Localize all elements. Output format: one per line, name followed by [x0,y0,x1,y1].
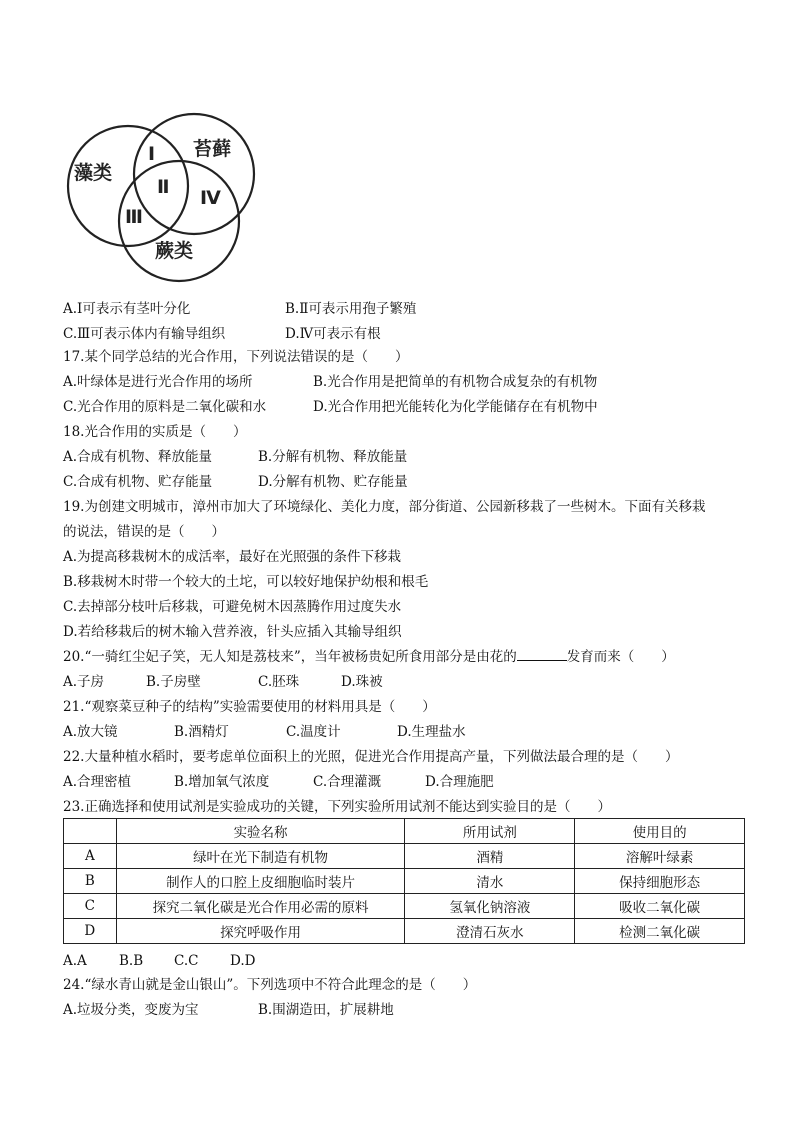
q21-stem: 21.“观察菜豆种子的结构”实验需要使用的材料用具是（ ） [63,699,436,715]
q19-option-c: C.去掉部分枝叶后移栽，可避免树木因蒸腾作用过度失水 [63,599,402,615]
region-4-label: Ⅳ [200,187,221,209]
table-header-row [64,819,745,844]
q16-option-a: A.Ⅰ可表示有茎叶分化 [63,301,191,317]
table-row [64,894,745,919]
table-row [64,919,745,944]
moss-label: 苔藓 [193,138,232,160]
table-cell: A [64,844,117,869]
algae-label: 藻类 [74,162,113,184]
q18-option-d: D.分解有机物、贮存能量 [258,474,408,490]
table-header-cell: 实验名称 [116,819,405,844]
q21-option-d: D.生理盐水 [397,724,466,740]
q20-stem [63,648,675,666]
table-cell: 制作人的口腔上皮细胞临时装片 [116,869,405,894]
q23-option-b: B.B [119,953,144,969]
q18-option-c: C.合成有机物、贮存能量 [63,474,213,490]
q17-option-d: D.光合作用把光能转化为化学能储存在有机物中 [313,399,598,415]
q22-option-a: A.合理密植 [63,774,132,790]
q21-option-a: A.放大镜 [63,724,118,740]
q23-option-d: D.D [230,953,256,969]
table-header-cell: 所用试剂 [405,819,575,844]
q20-option-d: D.珠被 [341,674,383,690]
q21-option-b: B.酒精灯 [174,724,229,740]
q23-option-c: C.C [174,953,199,969]
table-header-cell [64,819,117,844]
q18-stem: 18.光合作用的实质是（ ） [63,424,247,440]
table-cell: 探究二氧化碳是光合作用必需的原料 [116,894,405,919]
table-cell: 探究呼吸作用 [116,919,405,944]
table-cell: 澄清石灰水 [405,919,575,944]
table-cell: B [64,869,117,894]
table-cell: D [64,919,117,944]
q22-stem: 22.大量种植水稻时，要考虑单位面积上的光照，促进光合作用提高产量，下列做法最合理的是（ ） [63,749,679,765]
table-cell: 溶解叶绿素 [575,844,745,869]
q21-option-c: C.温度计 [286,724,341,740]
table-cell: 酒精 [405,844,575,869]
table-cell: 清水 [405,869,575,894]
moss-circle [134,114,254,234]
table-cell: 检测二氧化碳 [575,919,745,944]
table-cell: 绿叶在光下制造有机物 [116,844,405,869]
q17-stem: 17.某个同学总结的光合作用，下列说法错误的是（ ） [63,349,409,365]
q23-option-a: A.A [63,953,87,969]
table-header-cell: 使用目的 [575,819,745,844]
table-cell: C [64,894,117,919]
q19-option-d: D.若给移栽后的树木输入营养液，针头应插入其输导组织 [63,624,402,640]
q20-blank [517,648,567,661]
q19-option-b: B.移栽树木时带一个较大的土坨，可以较好地保护幼根和根毛 [63,574,429,590]
q23-stem: 23.正确选择和使用试剂是实验成功的关键，下列实验所用试剂不能达到实验目的是（ ） [63,799,611,815]
q18-option-a: A.合成有机物、释放能量 [63,449,213,465]
q22-option-c: C.合理灌溉 [313,774,382,790]
q20-stem-part1: 20.“一骑红尘妃子笑，无人知是荔枝来”，当年被杨贵妃所食用部分是由花的 [63,649,517,665]
table-cell: 氢氧化钠溶液 [405,894,575,919]
q16-option-c: C.Ⅲ可表示体内有输导组织 [63,326,226,342]
table-cell: 吸收二氧化碳 [575,894,745,919]
q17-option-b: B.光合作用是把简单的有机物合成复杂的有机物 [313,374,598,390]
q20-option-b: B.子房壁 [146,674,201,690]
q19-stem-line1: 19.为创建文明城市，漳州市加大了环境绿化、美化力度，部分街道、公园新移栽了一些树木。下面有关移栽 [63,499,706,515]
table-row [64,844,745,869]
q16-option-b: B.Ⅱ可表示用孢子繁殖 [285,301,417,317]
region-1-label: Ⅰ [148,143,156,165]
q24-stem: 24.“绿水青山就是金山银山”。下列选项中不符合此理念的是（ ） [63,977,477,993]
q22-option-b: B.增加氧气浓度 [174,774,270,790]
q24-option-b: B.围湖造田，扩展耕地 [258,1002,394,1018]
venn-diagram [66,108,266,288]
table-row [64,869,745,894]
q18-option-b: B.分解有机物、释放能量 [258,449,408,465]
q19-option-a: A.为提高移栽树木的成活率，最好在光照强的条件下移栽 [63,549,402,565]
q20-stem-part2: 发育而来（ ） [566,649,675,665]
table-cell: 保持细胞形态 [575,869,745,894]
q20-option-a: A.子房 [63,674,105,690]
q19-stem-line2: 的说法，错误的是（ ） [63,524,225,540]
q17-option-c: C.光合作用的原料是二氧化碳和水 [63,399,267,415]
q16-option-d: D.Ⅳ可表示有根 [285,326,381,342]
fern-label: 蕨类 [155,240,194,262]
q23-experiment-table [63,818,745,944]
region-3-label: Ⅲ [125,206,143,228]
q17-option-a: A.叶绿体是进行光合作用的场所 [63,374,253,390]
q24-option-a: A.垃圾分类，变废为宝 [63,1002,199,1018]
q20-option-c: C.胚珠 [258,674,300,690]
q22-option-d: D.合理施肥 [425,774,494,790]
region-2-label: Ⅱ [157,176,170,198]
